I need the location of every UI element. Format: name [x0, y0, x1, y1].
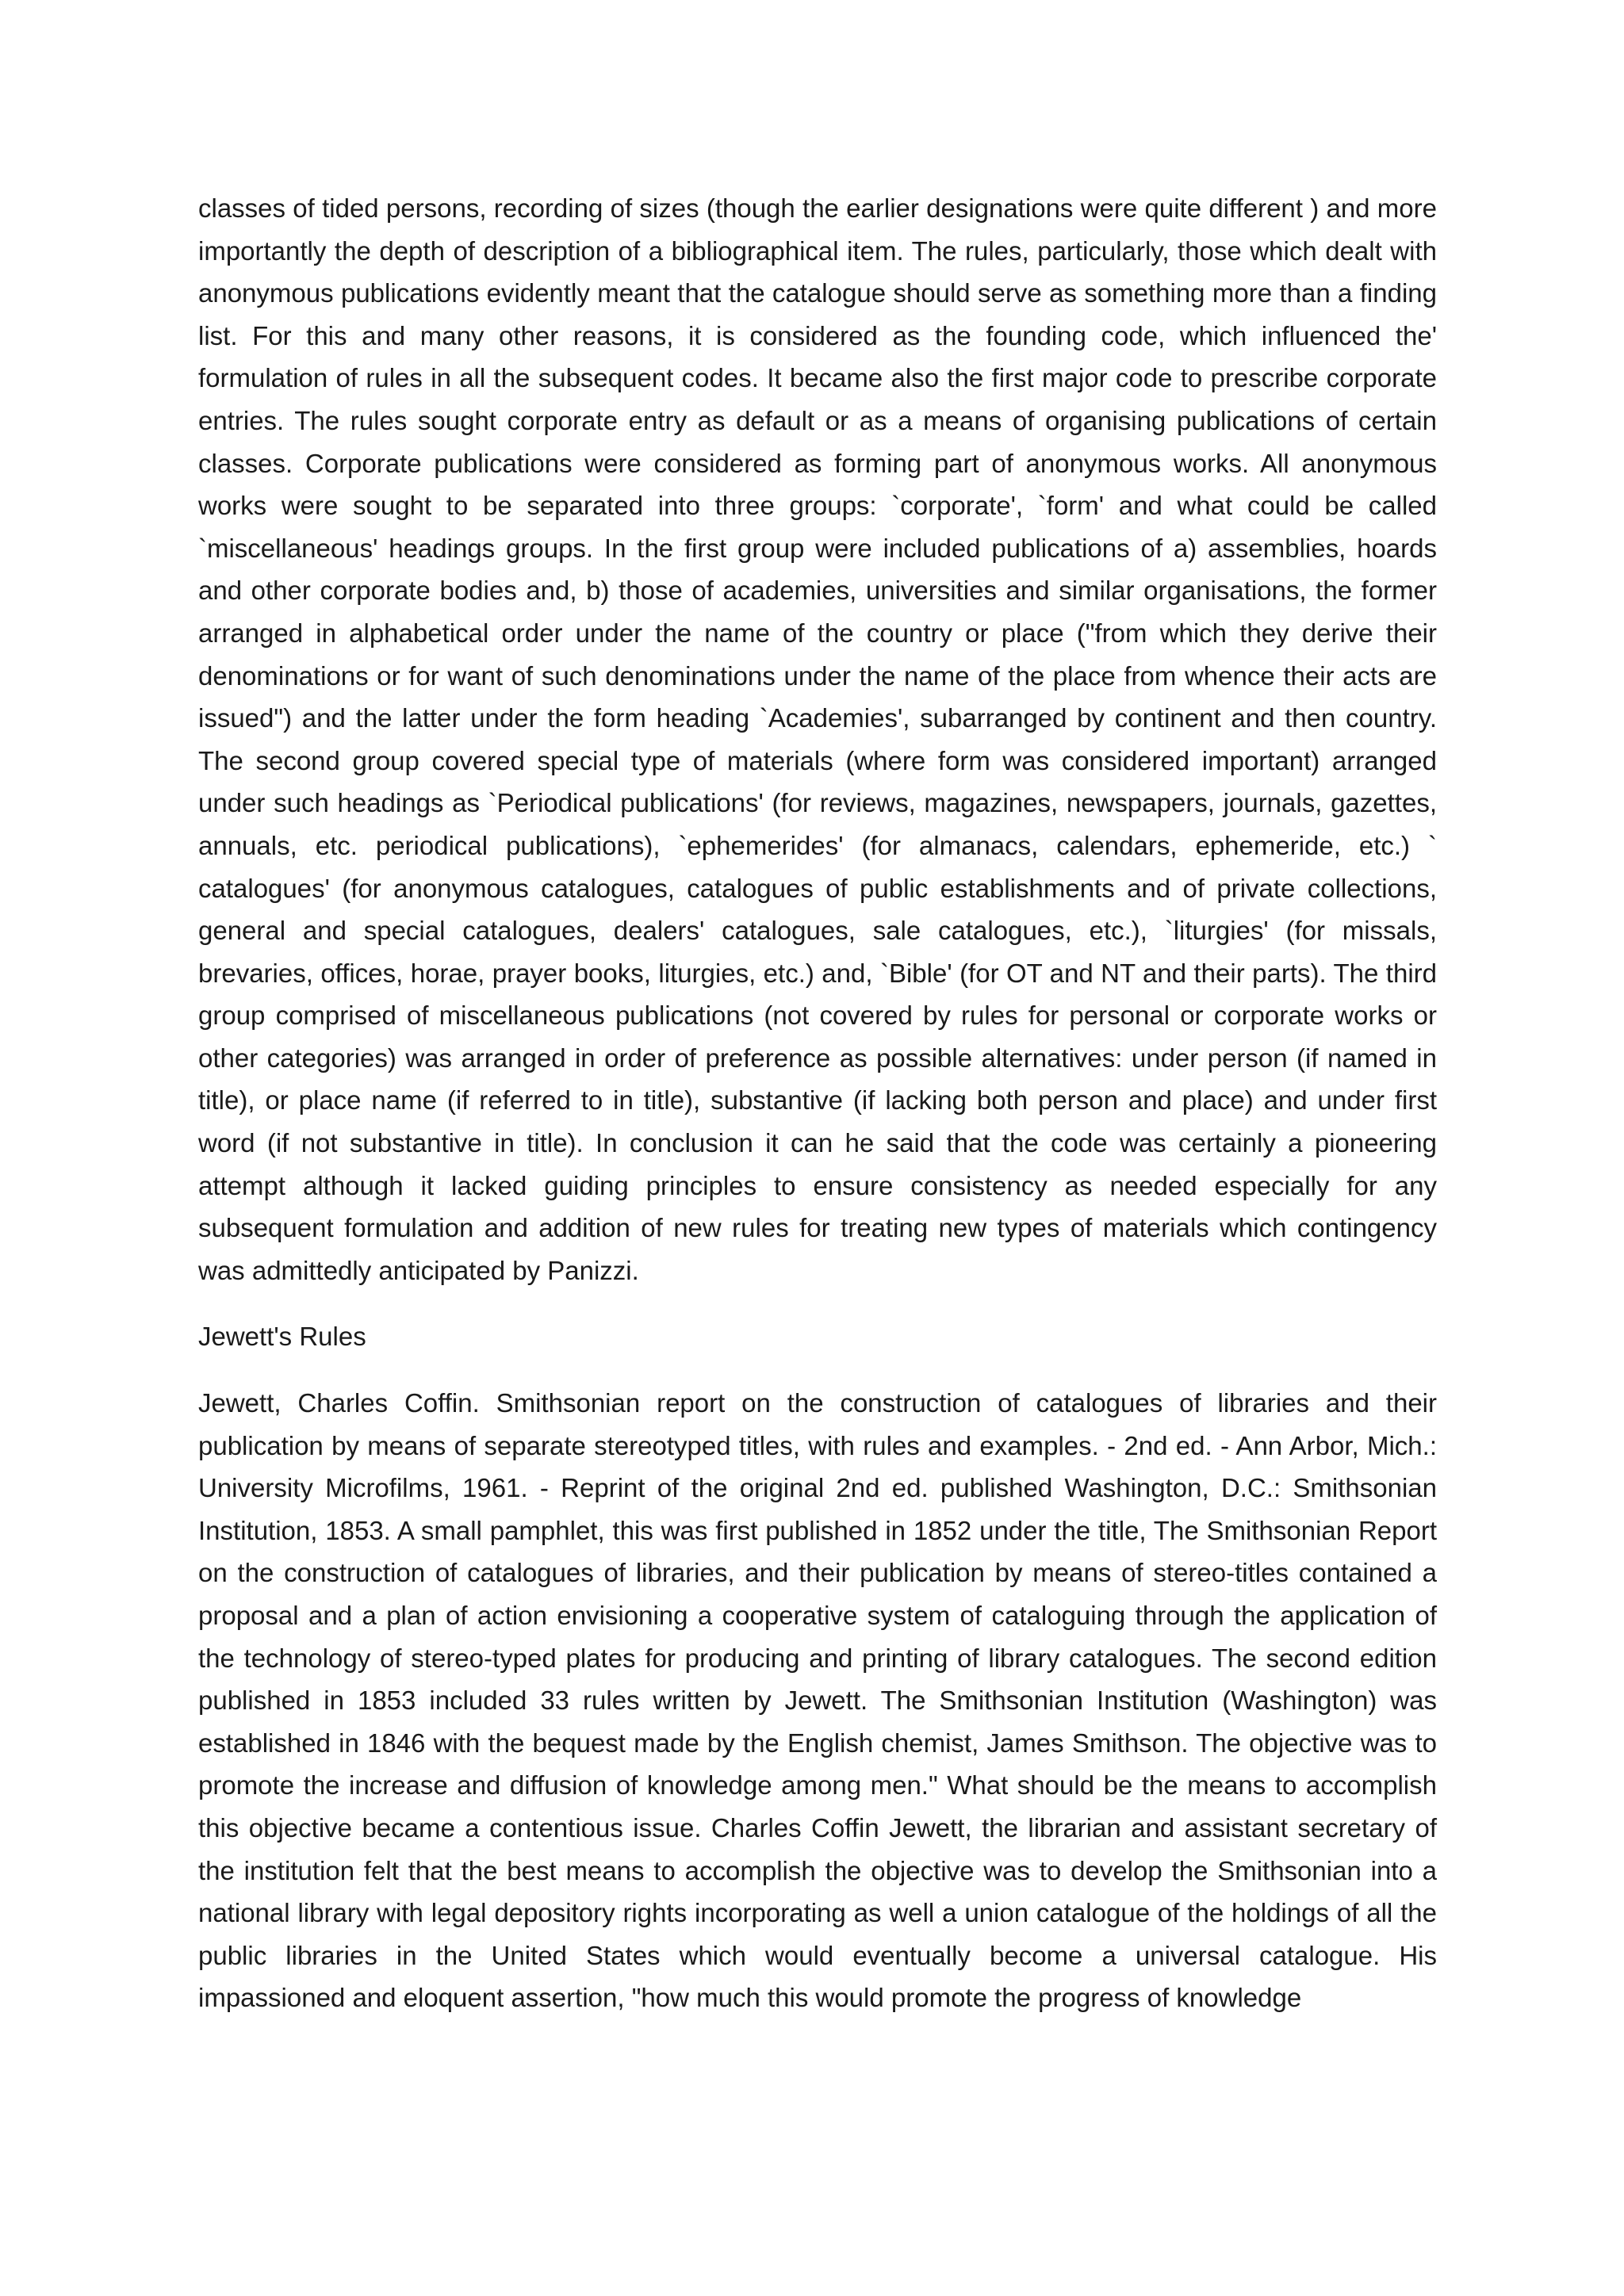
jewett-rules-paragraph: Jewett, Charles Coffin. Smithsonian report on the construction of catalogues of libraries and their publication by means of separate stereotyped titles, with rules and examples. - 2nd ed. - Ann Arbor, Mich.: University Microfilms, 1961. - Reprint of the original 2nd ed. published Washington, D.C.: Smithsonian Institution, 1853. A small pamphlet, this was first published in 1852 under the title, The Smithsonian Report on the construction of catalogues of libraries, and their publication by means of stereo-titles contained a proposal and a plan of action envisioning a cooperative system of cataloguing through the application of the technology of stereo-typed plates for producing and printing of library catalogues. The second edition published in 1853 included 33 rules written by Jewett. The Smithsonian Institution (Washington) was established in 1846 with the bequest made by the English chemist, James Smithson. The objective was to promote the increase and diffusion of knowledge among men." What should be the means to accomplish this objective became a contentious issue. Charles Coffin Jewett, the librarian and assistant secretary of the institution felt that the best means to accomplish the objective was to develop the Smithsonian into a national library with legal depository rights incorporating as well a union catalogue of the holdings of all the public libraries in the United States which would eventually become a universal catalogue. His impassioned and eloquent assertion, "how much this would promote the progress of knowledge — [198, 1388, 1437, 2013]
document-page — [198, 187, 1437, 2019]
panizzi-rules-paragraph: classes of tided persons, recording of sizes (though the earlier designations were quite different ) and more importantly the depth of description of a bibliographical item. The rules, particularly, those which dealt with anonymous publications evidently meant that the catalogue should serve as something more than a finding list. For this and many other reasons, it is considered as the founding code, which influenced the' formulation of rules in all the subsequent codes. It became also the first major code to prescribe corporate entries. The rules sought corporate entry as default or as a means of organising publications of certain classes. Corporate publications were considered as forming part of anonymous works. All anonymous works were sought to be separated into three groups: `corporate', `form' and what could be called `miscellaneous' headings groups. In the first group were included publications of a) assemblies, hoards and other corporate bodies and, b) those of academies, universities and similar organisations, the former arranged in alphabetical order under the name of the country or place ("from which they derive their denominations or for want of such denominations under the name of the place from whence their acts are issued") and the latter under the form heading `Academies', subarranged by continent and then country. The second group covered special type of materials (where form was considered important) arranged under such headings as `Periodical publications' (for reviews, magazines, newspapers, journals, gazettes, annuals, etc. periodical publications), `ephemerides' (for almanacs, calendars, ephemeride, etc.) ` catalogues' (for anonymous catalogues, catalogues of public establishments and of private collections, general and special catalogues, dealers' catalogues, sale catalogues, etc.), `liturgies' (for missals, brevaries, offices, horae, prayer books, liturgies, etc.) and, `Bible' (for OT and NT and their parts). The third group comprised of miscellaneous publications (not covered by rules for personal or corporate works or other categories) was arranged in order of preference as possible alternatives: under person (if named in title), or place name (if referred to in title), substantive (if lacking both person and place) and under first word (if not substantive in title). In conclusion it can he said that the code was certainly a pioneering attempt although it lacked guiding principles to ensure consistency as needed especially for any subsequent formulation and addition of new rules for treating new types of materials which contingency was admittedly anticipated by Panizzi. — [198, 193, 1437, 1285]
section-heading-jewett-rules: Jewett's Rules — [198, 1322, 366, 1352]
